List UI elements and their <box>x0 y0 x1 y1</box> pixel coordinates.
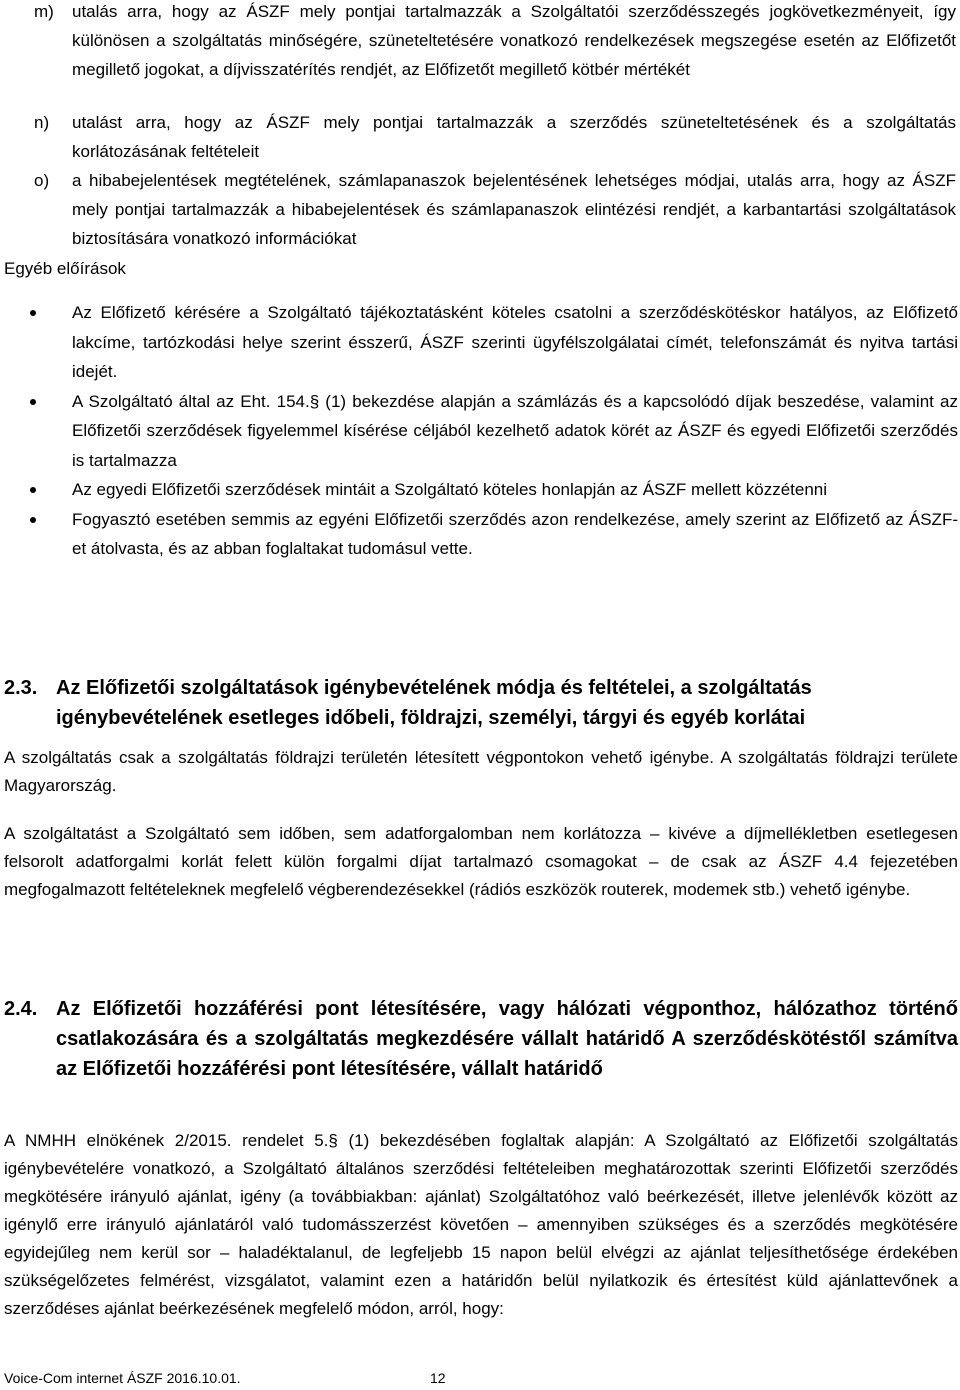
list-item-n <box>34 108 956 166</box>
list-marker: n) <box>34 113 50 132</box>
paragraph: A szolgáltatás csak a szolgáltatás földrajzi területén létesített végpontokon vehető igénybe. A szolgáltatás földrajzi területe Magyarország. <box>4 748 958 795</box>
section-title: Az Előfizetői hozzáférési pont létesítésére, vagy hálózati végponthoz, hálózathoz történő csatlakozására és a szolgáltatás megkezdésére vállalt határidő A szerződéskötéstől számítva az Előfizetői hozzáférési pont létesítésére, vállalt határidő <box>56 998 958 1080</box>
bullet-item <box>30 387 958 476</box>
bullet-text: Fogyasztó esetében semmis az egyéni Előfizetői szerződés azon rendelkezése, amely szerint az Előfizető az ÁSZF-et átolvasta, és az abban foglaltakat tudomásul vette. <box>72 509 958 558</box>
list-item-text: utalást arra, hogy az ÁSZF mely pontjai tartalmazzák a szerződés szüneteltetésének és a szolgáltatás korlátozásának feltételeit <box>72 113 956 161</box>
section-title: Az Előfizetői szolgáltatások igénybevételének módja és feltételei, a szolgáltatás igénybevételének esetleges időbeli, földrajzi, személyi, tárgyi és egyéb korlátai <box>56 677 812 729</box>
list-item-o <box>34 166 956 253</box>
subheading-egyeb-eloirasok: Egyéb előírások <box>4 259 126 278</box>
bullet-item <box>30 505 958 564</box>
paragraph: A szolgáltatást a Szolgáltató sem időben, sem adatforgalomban nem korlátozza – kivéve a díjmellékletben esetlegesen felsorolt adatforgalmi korlát felett külön forgalmi díjat tartalmazó csomagokat – de csak az ÁSZF 4.4 fejezetében megfogalmazott feltételeknek megfelelő végberendezésekkel (rádiós eszközök routerek, modemek stb.) vehető igénybe. <box>4 824 958 899</box>
bullet-list <box>30 298 958 564</box>
section-number: 2.4. <box>4 998 38 1020</box>
list-item-m <box>34 0 956 84</box>
section-heading-2-4 <box>4 994 958 1084</box>
bullet-icon <box>30 310 36 316</box>
bullet-text: Az egyedi Előfizetői szerződések mintáit a Szolgáltató köteles honlapján az ÁSZF mellett közzétenni <box>72 480 828 499</box>
bullet-item <box>30 298 958 387</box>
bullet-text: A Szolgáltató által az Eht. 154.§ (1) bekezdése alapján a számlázás és a kapcsolódó díjak beszedése, valamint az Előfizetői szerződések figyelemmel kísérése céljából kezelhető adatok körét az ÁSZF és egyedi Előfizetői szerződés is tartalmazza <box>72 391 958 470</box>
bullet-icon <box>30 399 36 405</box>
footer-doc-title: Voice-Com internet ÁSZF 2016.10.01. <box>4 1370 241 1386</box>
section-heading-2-3 <box>4 673 958 733</box>
section-number: 2.3. <box>4 677 38 699</box>
page-number: 12 <box>430 1370 446 1386</box>
bullet-icon <box>30 517 36 523</box>
bullet-text: Az Előfizető kérésére a Szolgáltató tájékoztatásként köteles csatolni a szerződéskötéskor hatályos, az Előfizető lakcíme, tartózkodási helye szerint ésszerű, ÁSZF szerinti ügyfélszolgálatai címét, telefonszámát és nyitva tartási idejét. <box>72 303 958 381</box>
bullet-item <box>30 475 958 505</box>
list-marker: o) <box>34 171 50 190</box>
page-footer <box>4 1369 446 1387</box>
list-marker: m) <box>34 2 54 21</box>
bullet-icon <box>30 487 36 493</box>
list-item-text: a hibabejelentések megtételének, számlapanaszok bejelentésének lehetséges módjai, utalás arra, hogy az ÁSZF mely pontjai tartalmazzák a hibabejelentések és számlapanaszok elintézési rendjét, a karbantartási szolgáltatások biztosítására vonatkozó információkat <box>72 171 956 248</box>
paragraph: A NMHH elnökének 2/2015. rendelet 5.§ (1) bekezdésében foglaltak alapján: A Szolgáltató az Előfizetői szolgáltatás igénybevételére vonatkozó, a Szolgáltató általános szerződési feltételeiben meghatározottak szerinti Előfizetői szerződés megkötésére irányuló ajánlat, igény (a továbbiakban: ajánlat) Szolgáltatóhoz való beérkezését, illetve jelenlévők között az igénylő erre irányuló ajánlatáról való tudomásszerzést követően – amennyiben szükséges és a szerződés megkötésére egyidejűleg nem kerül sor – haladéktalanul, de legfeljebb 15 napon belül elvégzi az ajánlat teljesíthetősége érdekében szükségelőzetes felmérést, vizsgálatot, valamint ezen a határidőn belül nyilatkozik és értesítést küld ajánlattevőnek a szerződéses ajánlat beérkezésének megfelelő módon, arról, hogy: <box>4 1131 958 1318</box>
list-item-text: utalás arra, hogy az ÁSZF mely pontjai tartalmazzák a Szolgáltatói szerződésszegés jogkövetkezményeit, így különösen a szolgáltatás minőségére, szüneteltetésére vonatkozó rendelkezések megszegése esetén az Előfizetőt megillető jogokat, a díjvisszatérítés rendjét, az Előfizetőt megillető kötbér mértékét <box>72 2 956 79</box>
